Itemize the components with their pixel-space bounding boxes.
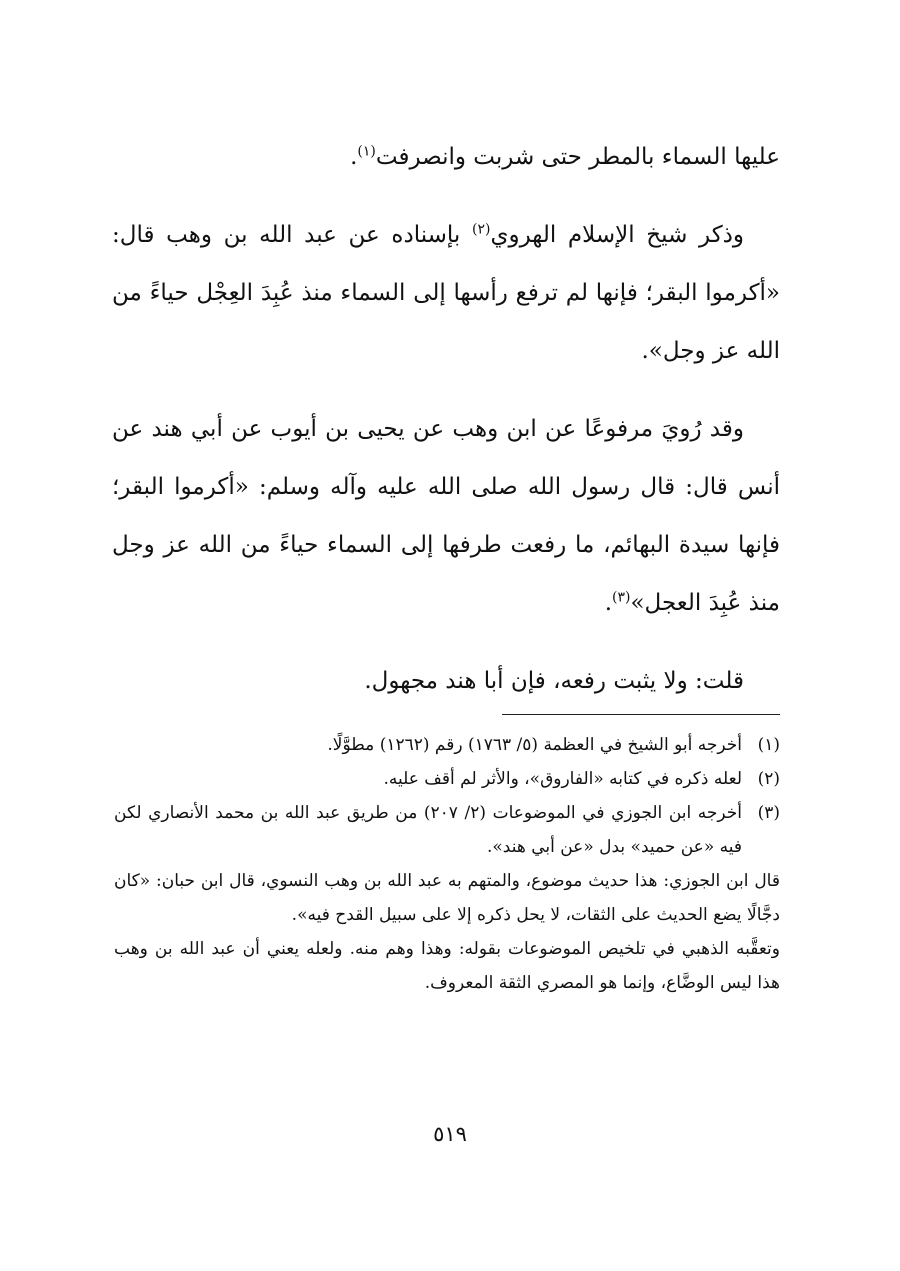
page-number: ٥١٩ — [433, 1122, 467, 1146]
footnote-3-paragraph-3: وتعقَّبه الذهبي في تلخيص الموضوعات بقوله: وهذا وهم منه. ولعله يعني أن عبد الله بن وهب هذا ليس الوضَّاع، وإنما هو المصري الثقة المعروف. — [114, 939, 780, 993]
footnote-number: (٢) — [757, 769, 780, 789]
footnote-separator — [502, 714, 780, 715]
footnote-text: لعله ذكره في كتابه «الفاروق»، والأثر لم أقف عليه. — [383, 769, 742, 789]
footnote-2 — [114, 762, 780, 796]
paragraph-2 — [112, 206, 780, 380]
footnote-3-continuation — [114, 864, 780, 1000]
footnote-1 — [114, 728, 780, 762]
footnote-text: أخرجه أبو الشيخ في العظمة (٥/ ١٧٦٣) رقم (١٢٦٢) مطوَّلًا. — [327, 735, 742, 755]
footnote-number: (٣) — [757, 803, 780, 823]
main-text — [112, 128, 780, 730]
paragraph-1-text: عليها السماء بالمطر حتى شربت وانصرفت — [375, 144, 780, 170]
paragraph-3-text: وقد رُويَ مرفوعًا عن ابن وهب عن يحيى بن أيوب عن أبي هند عن أنس قال: قال رسول الله صلى الله عليه وآله وسلم: «أكرموا البقر؛ فإنها سيدة البهائم، ما رفعت طرفها إلى السماء حياءً من الله عز وجل منذ عُبِدَ العجل» — [112, 416, 780, 616]
footnotes — [114, 728, 780, 1000]
footnote-3-paragraph-2: قال ابن الجوزي: هذا حديث موضوع، والمتهم به عبد الله بن وهب النسوي، قال ابن حبان: «كان دجَّالًا يضع الحديث على الثقات، لا يحل ذكره إلا على سبيل القدح فيه». — [114, 871, 780, 925]
paragraph-2-text-a: وذكر شيخ الإسلام الهروي — [490, 222, 744, 248]
footnote-ref-1[interactable]: (١) — [357, 143, 376, 160]
footnote-ref-3[interactable]: (٣) — [612, 589, 631, 606]
paragraph-1 — [112, 128, 780, 186]
paragraph-3-end: . — [604, 590, 612, 616]
paragraph-4: قلت: ولا يثبت رفعه، فإن أبا هند مجهول. — [364, 668, 744, 694]
footnote-number: (١) — [757, 735, 780, 755]
paragraph-2-text-b: بإسناده عن عبد الله بن وهب قال: «أكرموا البقر؛ فإنها لم ترفع رأسها إلى السماء منذ عُبِدَ العِجْل حياءً من الله عز وجل». — [112, 222, 780, 364]
paragraph-3 — [112, 400, 780, 632]
footnote-ref-2[interactable]: (٢) — [471, 221, 491, 238]
footnote-3 — [114, 796, 780, 864]
paragraph-1-end: . — [350, 144, 358, 170]
footnote-text: أخرجه ابن الجوزي في الموضوعات (٢/ ٢٠٧) من طريق عبد الله بن محمد الأنصاري لكن فيه «عن حميد» بدل «عن أبي هند». — [114, 803, 743, 857]
